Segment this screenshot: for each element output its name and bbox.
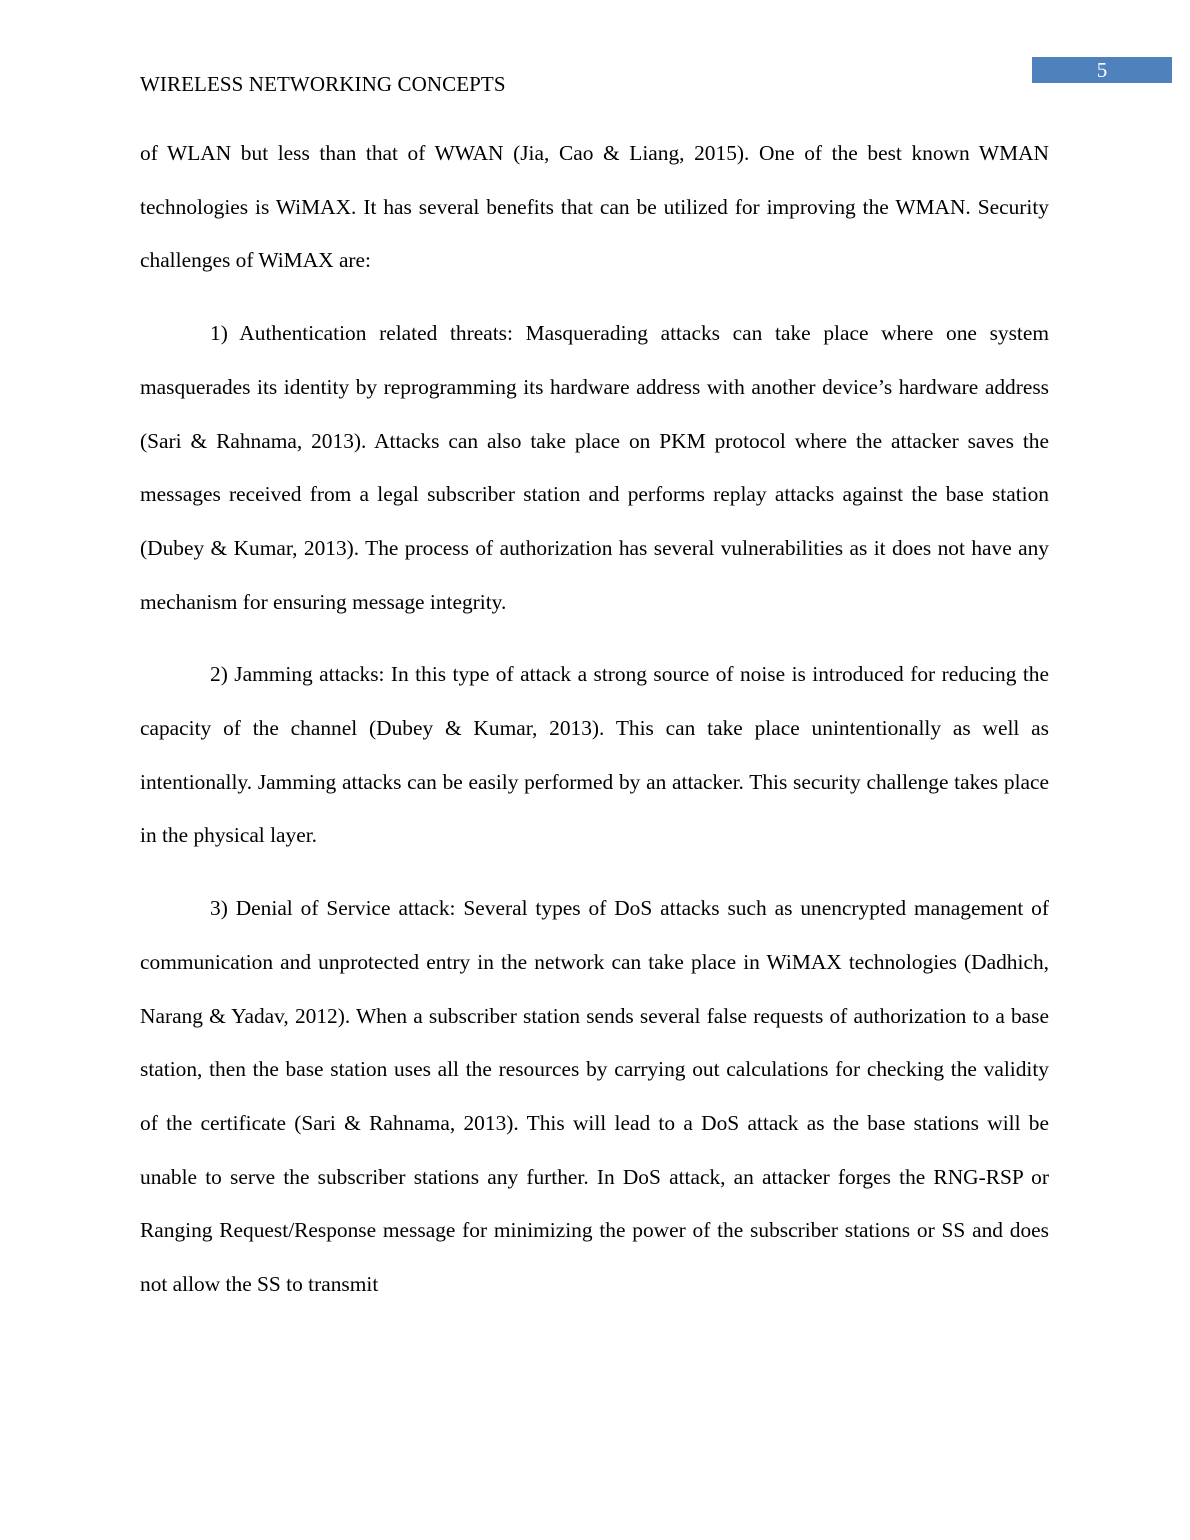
paragraph-jamming-attacks: 2) Jamming attacks: In this type of attack a strong source of noise is introduced for reducing the capacity of the channel (Dubey & Kumar, 2013). This can take place unintentionally as well as intentionally. Jamming attacks can be easily performed by an attacker. This security challenge takes place in the physical layer. bbox=[140, 662, 1049, 848]
page-number: 5 bbox=[1032, 57, 1172, 83]
paragraph-denial-of-service: 3) Denial of Service attack: Several types of DoS attacks such as unencrypted management of communication and unprotected entry in the network can take place in WiMAX technologies (Dadhich, Narang & Yadav, 2012). When a subscriber station sends several false requests of authorization to a base station, then the base station uses all the resources by carrying out calculations for checking the validity of the certificate (Sari & Rahnama, 2013). This will lead to a DoS attack as the base stations will be unable to serve the subscriber stations any further. In DoS attack, an attacker forges the RNG-RSP or Ranging Request/Response message for minimizing the power of the subscriber stations or SS and does not allow the SS to transmit bbox=[140, 896, 1049, 1297]
running-head: WIRELESS NETWORKING CONCEPTS bbox=[140, 72, 506, 96]
paragraph-continuation: of WLAN but less than that of WWAN (Jia, Cao & Liang, 2015). One of the best known WMAN technologies is WiMAX. It has several benefits that can be utilized for improving the WMAN. Security challenges of WiMAX are: bbox=[140, 141, 1049, 273]
document-body bbox=[140, 127, 1049, 1331]
paragraph-authentication-threats: 1) Authentication related threats: Masquerading attacks can take place where one system masquerades its identity by reprogramming its hardware address with another device’s hardware address (Sari & Rahnama, 2013). Attacks can also take place on PKM protocol where the attacker saves the messages received from a legal subscriber station and performs replay attacks against the base station (Dubey & Kumar, 2013). The process of authorization has several vulnerabilities as it does not have any mechanism for ensuring message integrity. bbox=[140, 321, 1049, 614]
